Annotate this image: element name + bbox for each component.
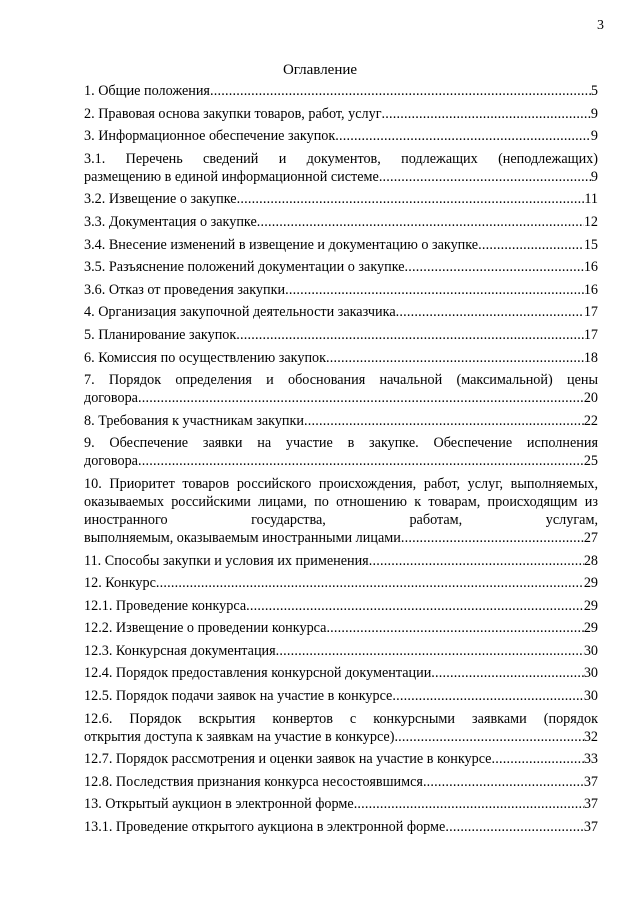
toc-entry[interactable] bbox=[84, 258, 598, 276]
toc-entry-page: 17 bbox=[583, 326, 598, 343]
dot-leader bbox=[138, 452, 584, 470]
toc-entry-text: 9. Обеспечение заявки на участие в закупке. Обеспечение исполнения bbox=[84, 435, 598, 452]
dot-leader bbox=[445, 818, 583, 836]
toc-entry-label: 3.4. Внесение изменений в извещение и документацию о закупке bbox=[84, 236, 479, 253]
dot-leader bbox=[379, 168, 591, 186]
toc-entry-label: размещению в единой информационной системе bbox=[84, 168, 379, 185]
toc-entry-page: 20 bbox=[583, 390, 598, 407]
toc-entry-page: 37 bbox=[583, 796, 598, 813]
toc-entry[interactable] bbox=[84, 750, 598, 768]
toc-entry-page: 29 bbox=[583, 575, 598, 592]
toc-entry-page: 28 bbox=[583, 552, 598, 569]
toc-entry[interactable] bbox=[84, 150, 598, 186]
toc-entry-text: 3.1. Перечень сведений и документов, подлежащих (неподлежащих) bbox=[84, 150, 598, 167]
toc-entry-page: 30 bbox=[583, 688, 598, 705]
toc-entry[interactable] bbox=[84, 434, 598, 470]
toc-entry-label: 13.1. Проведение открытого аукциона в электронной форме bbox=[84, 819, 446, 836]
dot-leader bbox=[382, 105, 591, 123]
toc-entry-page: 30 bbox=[583, 642, 598, 659]
toc-entry-page: 18 bbox=[583, 349, 598, 366]
toc-entry-text: 10. Приоритет товаров российского происхождения, работ, услуг, выполняемых, оказываемых российскими лицами, по отношению к товарам, происходящим из иностранного государства, работам, услугам, bbox=[84, 475, 598, 528]
toc-entry-label: 12. Конкурс bbox=[84, 575, 156, 592]
toc-entry[interactable] bbox=[84, 326, 598, 344]
dot-leader bbox=[138, 389, 584, 407]
dot-leader bbox=[394, 728, 583, 746]
toc-entry-page: 27 bbox=[583, 529, 598, 546]
dot-leader bbox=[396, 303, 584, 321]
toc-title: Оглавление bbox=[282, 62, 358, 78]
toc-entry-label: 12.5. Порядок подачи заявок на участие в конкурсе bbox=[84, 688, 393, 705]
dot-leader bbox=[156, 574, 584, 592]
toc-entry[interactable] bbox=[84, 664, 598, 682]
dot-leader bbox=[369, 552, 584, 570]
toc-entry[interactable] bbox=[84, 371, 598, 407]
toc-entry[interactable] bbox=[84, 303, 598, 321]
toc-entry-page: 33 bbox=[583, 751, 598, 768]
dot-leader bbox=[246, 597, 584, 615]
toc-entry[interactable] bbox=[84, 619, 598, 637]
toc-entry-text: 12.6. Порядок вскрытия конвертов с конкурсными заявками (порядок bbox=[84, 710, 598, 727]
toc-entry[interactable] bbox=[84, 412, 598, 430]
toc-entry-page: 37 bbox=[583, 819, 598, 836]
toc-entry-line bbox=[84, 642, 598, 660]
dot-leader bbox=[431, 664, 584, 682]
toc-entry-line bbox=[84, 281, 598, 299]
dot-leader bbox=[326, 349, 584, 367]
toc-entry-page: 32 bbox=[583, 728, 598, 745]
dot-leader bbox=[392, 687, 583, 705]
toc-entry-label: 12.4. Порядок предоставления конкурсной документации bbox=[84, 665, 432, 682]
dot-leader bbox=[285, 281, 584, 299]
toc-entry[interactable] bbox=[84, 281, 598, 299]
table-of-contents bbox=[84, 82, 598, 841]
toc-entry-label: 8. Требования к участникам закупки bbox=[84, 412, 304, 429]
dot-leader bbox=[401, 529, 584, 547]
dot-leader bbox=[276, 642, 584, 660]
toc-entry-line bbox=[84, 105, 598, 123]
dot-leader bbox=[354, 795, 584, 813]
toc-entry-line bbox=[84, 574, 598, 592]
toc-entry[interactable] bbox=[84, 687, 598, 705]
toc-entry-label: договора bbox=[84, 453, 138, 470]
toc-entry-page: 29 bbox=[583, 597, 598, 614]
toc-entry-page: 9 bbox=[590, 105, 598, 122]
toc-entry-line bbox=[84, 818, 598, 836]
toc-entry-label: 2. Правовая основа закупки товаров, работ, услуг bbox=[84, 105, 382, 122]
toc-entry-line bbox=[84, 529, 598, 547]
toc-entry[interactable] bbox=[84, 349, 598, 367]
toc-entry[interactable] bbox=[84, 213, 598, 231]
dot-leader bbox=[326, 619, 583, 637]
toc-entry[interactable] bbox=[84, 642, 598, 660]
toc-entry-label: 3.2. Извещение о закупке bbox=[84, 191, 237, 208]
toc-entry-line bbox=[84, 326, 598, 344]
toc-entry-line bbox=[84, 728, 598, 746]
toc-entry-label: 3.3. Документация о закупке bbox=[84, 213, 257, 230]
toc-entry[interactable] bbox=[84, 82, 598, 100]
toc-entry-page: 29 bbox=[583, 620, 598, 637]
toc-entry-page: 5 bbox=[590, 83, 598, 99]
toc-entry[interactable] bbox=[84, 127, 598, 145]
toc-entry-label: 12.2. Извещение о проведении конкурса bbox=[84, 620, 327, 637]
toc-entry[interactable] bbox=[84, 773, 598, 791]
toc-entry-line bbox=[84, 597, 598, 615]
toc-entry[interactable] bbox=[84, 236, 598, 254]
dot-leader bbox=[491, 750, 583, 768]
toc-entry-label: договора bbox=[84, 390, 138, 407]
toc-entry-page: 9 bbox=[590, 168, 598, 185]
toc-entry-line bbox=[84, 750, 598, 768]
toc-entry-page: 22 bbox=[583, 412, 598, 429]
dot-leader bbox=[237, 190, 585, 208]
toc-entry-line bbox=[84, 552, 598, 570]
toc-entry-line bbox=[84, 236, 598, 254]
toc-entry-line bbox=[84, 303, 598, 321]
toc-entry-label: 3.5. Разъяснение положений документации о закупке bbox=[84, 259, 405, 276]
toc-entry-page: 16 bbox=[583, 259, 598, 276]
toc-entry-label: 4. Организация закупочной деятельности заказчика bbox=[84, 304, 396, 321]
toc-entry[interactable] bbox=[84, 710, 598, 746]
toc-entry-line bbox=[84, 389, 598, 407]
toc-entry[interactable] bbox=[84, 475, 598, 547]
toc-entry-label: 11. Способы закупки и условия их применения bbox=[84, 552, 369, 569]
toc-entry-label: 12.7. Порядок рассмотрения и оценки заявок на участие в конкурсе bbox=[84, 751, 492, 768]
toc-entry-page: 12 bbox=[583, 213, 598, 230]
toc-entry-line bbox=[84, 773, 598, 791]
dot-leader bbox=[210, 82, 591, 100]
toc-entry-line bbox=[84, 190, 598, 208]
toc-entry-label: 3. Информационное обеспечение закупок bbox=[84, 128, 336, 145]
toc-entry-line bbox=[84, 664, 598, 682]
toc-entry-label: 12.8. Последствия признания конкурса несостоявшимся bbox=[84, 773, 423, 790]
dot-leader bbox=[405, 258, 584, 276]
toc-entry-page: 16 bbox=[583, 281, 598, 298]
toc-entry[interactable] bbox=[84, 795, 598, 813]
dot-leader bbox=[478, 236, 584, 254]
toc-entry-line bbox=[84, 258, 598, 276]
toc-entry-label: открытия доступа к заявкам на участие в конкурсе) bbox=[84, 728, 395, 745]
toc-entry-line bbox=[84, 82, 598, 100]
dot-leader bbox=[257, 213, 584, 231]
toc-entry-page: 30 bbox=[583, 665, 598, 682]
toc-entry-line bbox=[84, 168, 598, 186]
toc-entry-page: 11 bbox=[584, 191, 598, 208]
toc-entry-page: 25 bbox=[583, 453, 598, 470]
toc-entry-label: 1. Общие положения bbox=[84, 83, 210, 99]
toc-entry[interactable] bbox=[84, 818, 598, 836]
toc-entry-line bbox=[84, 795, 598, 813]
toc-entry-label: 13. Открытый аукцион в электронной форме bbox=[84, 796, 354, 813]
toc-entry[interactable] bbox=[84, 105, 598, 123]
dot-leader bbox=[236, 326, 584, 344]
dot-leader bbox=[335, 127, 591, 145]
toc-entry-page: 15 bbox=[583, 236, 598, 253]
toc-entry-line bbox=[84, 619, 598, 637]
toc-entry[interactable] bbox=[84, 574, 598, 592]
toc-entry-text: 7. Порядок определения и обоснования начальной (максимальной) цены bbox=[84, 372, 598, 389]
toc-entry-label: выполняемым, оказываемым иностранными лицами bbox=[84, 529, 401, 546]
dot-leader bbox=[304, 412, 584, 430]
toc-entry[interactable] bbox=[84, 552, 598, 570]
toc-entry-page: 9 bbox=[590, 128, 598, 145]
toc-entry-label: 12.3. Конкурсная документация bbox=[84, 642, 276, 659]
toc-entry-line bbox=[84, 127, 598, 145]
toc-entry-label: 3.6. Отказ от проведения закупки bbox=[84, 281, 286, 298]
toc-entry[interactable] bbox=[84, 190, 598, 208]
toc-entry-label: 5. Планирование закупок bbox=[84, 326, 237, 343]
toc-entry-label: 12.1. Проведение конкурса bbox=[84, 597, 247, 614]
toc-entry-page: 17 bbox=[583, 304, 598, 321]
dot-leader bbox=[423, 773, 584, 791]
page-number: 3 bbox=[597, 18, 604, 33]
toc-entry-line bbox=[84, 349, 598, 367]
toc-entry-line bbox=[84, 213, 598, 231]
toc-entry-line bbox=[84, 412, 598, 430]
toc-entry-label: 6. Комиссия по осуществлению закупок bbox=[84, 349, 327, 366]
toc-entry-line bbox=[84, 687, 598, 705]
toc-entry[interactable] bbox=[84, 597, 598, 615]
toc-entry-page: 37 bbox=[583, 773, 598, 790]
toc-entry-line bbox=[84, 452, 598, 470]
